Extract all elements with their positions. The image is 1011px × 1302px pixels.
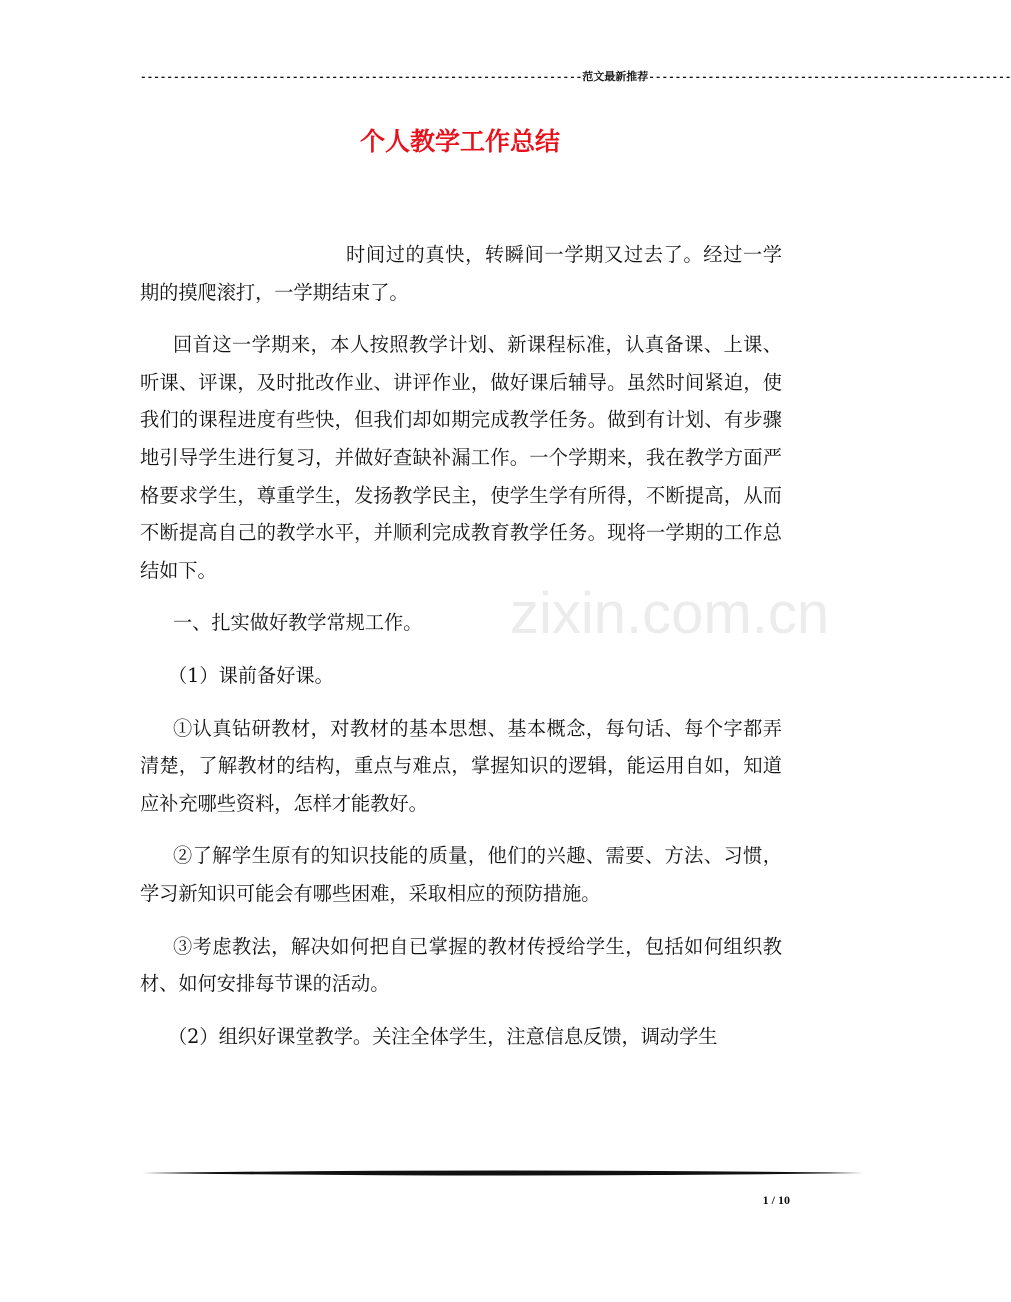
paragraph-subheading-prepare: （1）课前备好课。 bbox=[168, 663, 334, 687]
document-header: -------------------------------------------------------------------范文最新推荐------------------------------------------------------- bbox=[140, 72, 1011, 84]
footer-rule bbox=[142, 1168, 864, 1178]
paragraph-intro: 时间过的真快，转瞬间一学期又过去了。经过一学期的摸爬滚打，一学期结束了。 bbox=[140, 243, 782, 304]
watermark: zixin.com.cn bbox=[510, 581, 830, 646]
paragraph-point-2: ②了解学生原有的知识技能的质量，他们的兴趣、需要、方法、习惯，学习新知识可能会有哪些困难，采取相应的预防措施。 bbox=[140, 844, 782, 905]
page-number: 1 / 10 bbox=[762, 1193, 790, 1207]
paragraph-section-heading: 一、扎实做好教学常规工作。 bbox=[173, 611, 423, 635]
paragraph-review: 回首这一学期来，本人按照教学计划、新课程标准，认真备课、上课、听课、评课，及时批改作业、讲评作业，做好课后辅导。虽然时间紧迫，使我们的课程进度有些快，但我们却如期完成教学任务。做到有计划、有步骤地引导学生进行复习，并做好查缺补漏工作。一个学期来，我在教学方面严格要求学生，尊重学生，发扬教学民主，使学生学有所得，不断提高，从而不断提高自己的教学水平，并顺利完成教育教学任务。现将一学期的工作总结如下。 bbox=[140, 333, 782, 582]
document-title: 个人教学工作总结 bbox=[359, 127, 560, 156]
paragraph-point-3: ③考虑教法，解决如何把自已掌握的教材传授给学生，包括如何组织教材、如何安排每节课的活动。 bbox=[140, 934, 782, 996]
paragraph-subheading-classroom: （2）组织好课堂教学。关注全体学生，注意信息反馈，调动学生 bbox=[168, 1024, 718, 1048]
paragraph-point-1: ①认真钻研教材，对教材的基本思想、基本概念，每句话、每个字都弄清楚，了解教材的结构，重点与难点，掌握知识的逻辑，能运用自如，知道应补充哪些资料，怎样才能教好。 bbox=[140, 716, 782, 815]
document-body bbox=[140, 236, 782, 1070]
